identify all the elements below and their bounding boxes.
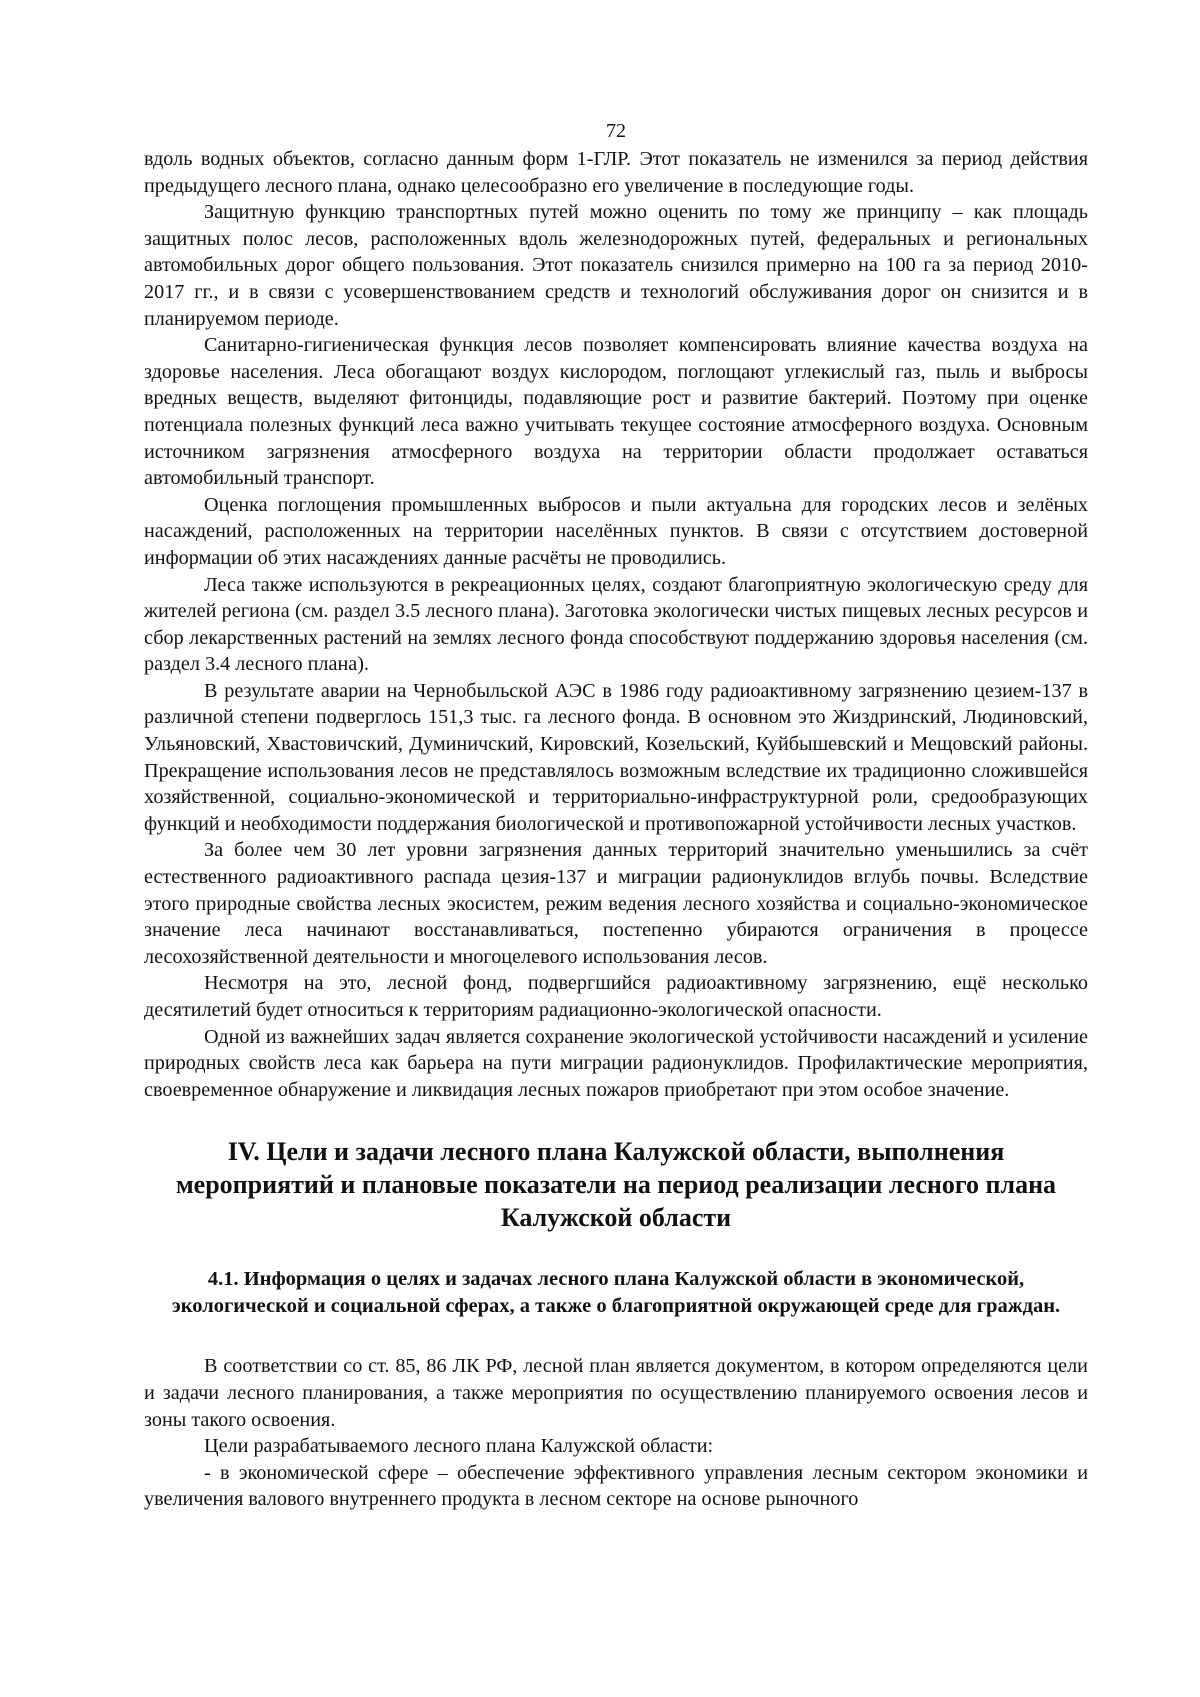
paragraph-ecological-stability: Одной из важнейших задач является сохранение экологической устойчивости насаждений и усиление природных свойств леса как барьера на пути миграции радионуклидов. Профилактические мероприятия, своевременное обнаружение и ликвидация лесных пожаров приобретают при этом особое значение. [144,1025,1088,1101]
paragraph-sanitary-function: Санитарно-гигиеническая функция лесов позволяет компенсировать влияние качества воздуха на здоровье населения. Леса обогащают воздух кислородом, поглощают углекислый газ, пыль и выбросы вредных веществ, выделяют фитонциды, подавляющие рост и развитие бактерий. Поэтому при оценке потенциала полезных функций леса важно учитывать текущее состояние атмосферного воздуха. Основным источником загрязнения атмосферного воздуха на территории области продолжает оставаться автомобильный транспорт. [144,334,1088,490]
paragraph-transport-protection: Защитную функцию транспортных путей можно оценить по тому же принципу – как площадь защитных полос лесов, расположенных вдоль железнодорожных путей, федеральных и региональных автомобильных дорог общего пользования. Этот показатель снизился примерно на 100 га за период 2010-2017 гг., и в связи с усовершенствованием средств и технологий обслуживания дорог он снизится и в планируемом периоде. [144,201,1088,330]
paragraph-emission-absorption: Оценка поглощения промышленных выбросов и пыли актуальна для городских лесов и зелёных насаждений, расположенных на территории населённых пунктов. В связи с отсутствием достоверной информации об этих насаждениях данные расчёты не проводились. [144,493,1088,569]
paragraph-economic-goal: - в экономической сфере – обеспечение эффективного управления лесным сектором экономики и увеличения валового внутреннего продукта в лесном секторе на основе рыночного [144,1461,1088,1511]
paragraph-goals-intro: Цели разрабатываемого лесного плана Калужской области: [204,1435,714,1458]
chapter-heading: IV. Цели и задачи лесного плана Калужской области, выполнения мероприятий и плановые показатели на период реализации лесного плана Калужской области [175,1137,1057,1233]
body-text-bottom [144,1353,1088,1513]
page-number: 72 [606,120,626,142]
paragraph-contamination-decline: За более чем 30 лет уровни загрязнения данных территорий значительно уменьшились за счёт естественного радиоактивного распада цезия-137 и миграции радионуклидов вглубь почвы. Вследствие этого природные свойства лесных экосистем, режим ведения лесного хозяйства и социально-экономическое значение леса начинают восстанавливаться, постепенно убираются ограничения в процессе лесохозяйственной деятельности и многоцелевого использования лесов. [144,839,1088,968]
paragraph-forest-plan-definition: В соответствии со ст. 85, 86 ЛК РФ, лесной план является документом, в котором определяются цели и задачи лесного планирования, а также мероприятия по осуществлению планируемого освоения лесов и зоны такого освоения. [144,1355,1088,1431]
paragraph-continuation: вдоль водных объектов, согласно данным форм 1-ГЛР. Этот показатель не изменился за период действия предыдущего лесного плана, однако целесообразно его увеличение в последующие годы. [144,148,1088,197]
body-text-top [144,146,1088,1103]
paragraph-radiation-danger: Несмотря на это, лесной фонд, подвергшийся радиоактивному загрязнению, ещё несколько десятилетий будет относиться к территориям радиационно-экологической опасности. [144,972,1088,1021]
paragraph-recreation: Леса также используются в рекреационных целях, создают благоприятную экологическую среду для жителей региона (см. раздел 3.5 лесного плана). Заготовка экологически чистых пищевых лесных ресурсов и сбор лекарственных растений на землях лесного фонда способствуют поддержанию здоровья населения (см. раздел 3.4 лесного плана). [144,573,1088,676]
section-heading: 4.1. Информация о целях и задачах лесного плана Калужской области в экономической, экологической и социальной сферах, а также о благоприятной окружающей среде для граждан. [171,1268,1061,1318]
paragraph-chernobyl: В результате аварии на Чернобыльской АЭС в 1986 году радиоактивному загрязнению цезием-137 в различной степени подверглось 151,3 тыс. га лесного фонда. В основном это Жиздринский, Людиновский, Ульяновский, Хвастовичский, Думиничский, Кировский, Козельский, Куйбышевский и Мещовский районы. Прекращение использования лесов не представлялось возможным вследствие их традиционно сложившейся хозяйственной, социально-экономической и территориально-инфраструктурной роли, средообразующих функций и необходимости поддержания биологической и противопожарной устойчивости лесных участков. [144,679,1088,835]
